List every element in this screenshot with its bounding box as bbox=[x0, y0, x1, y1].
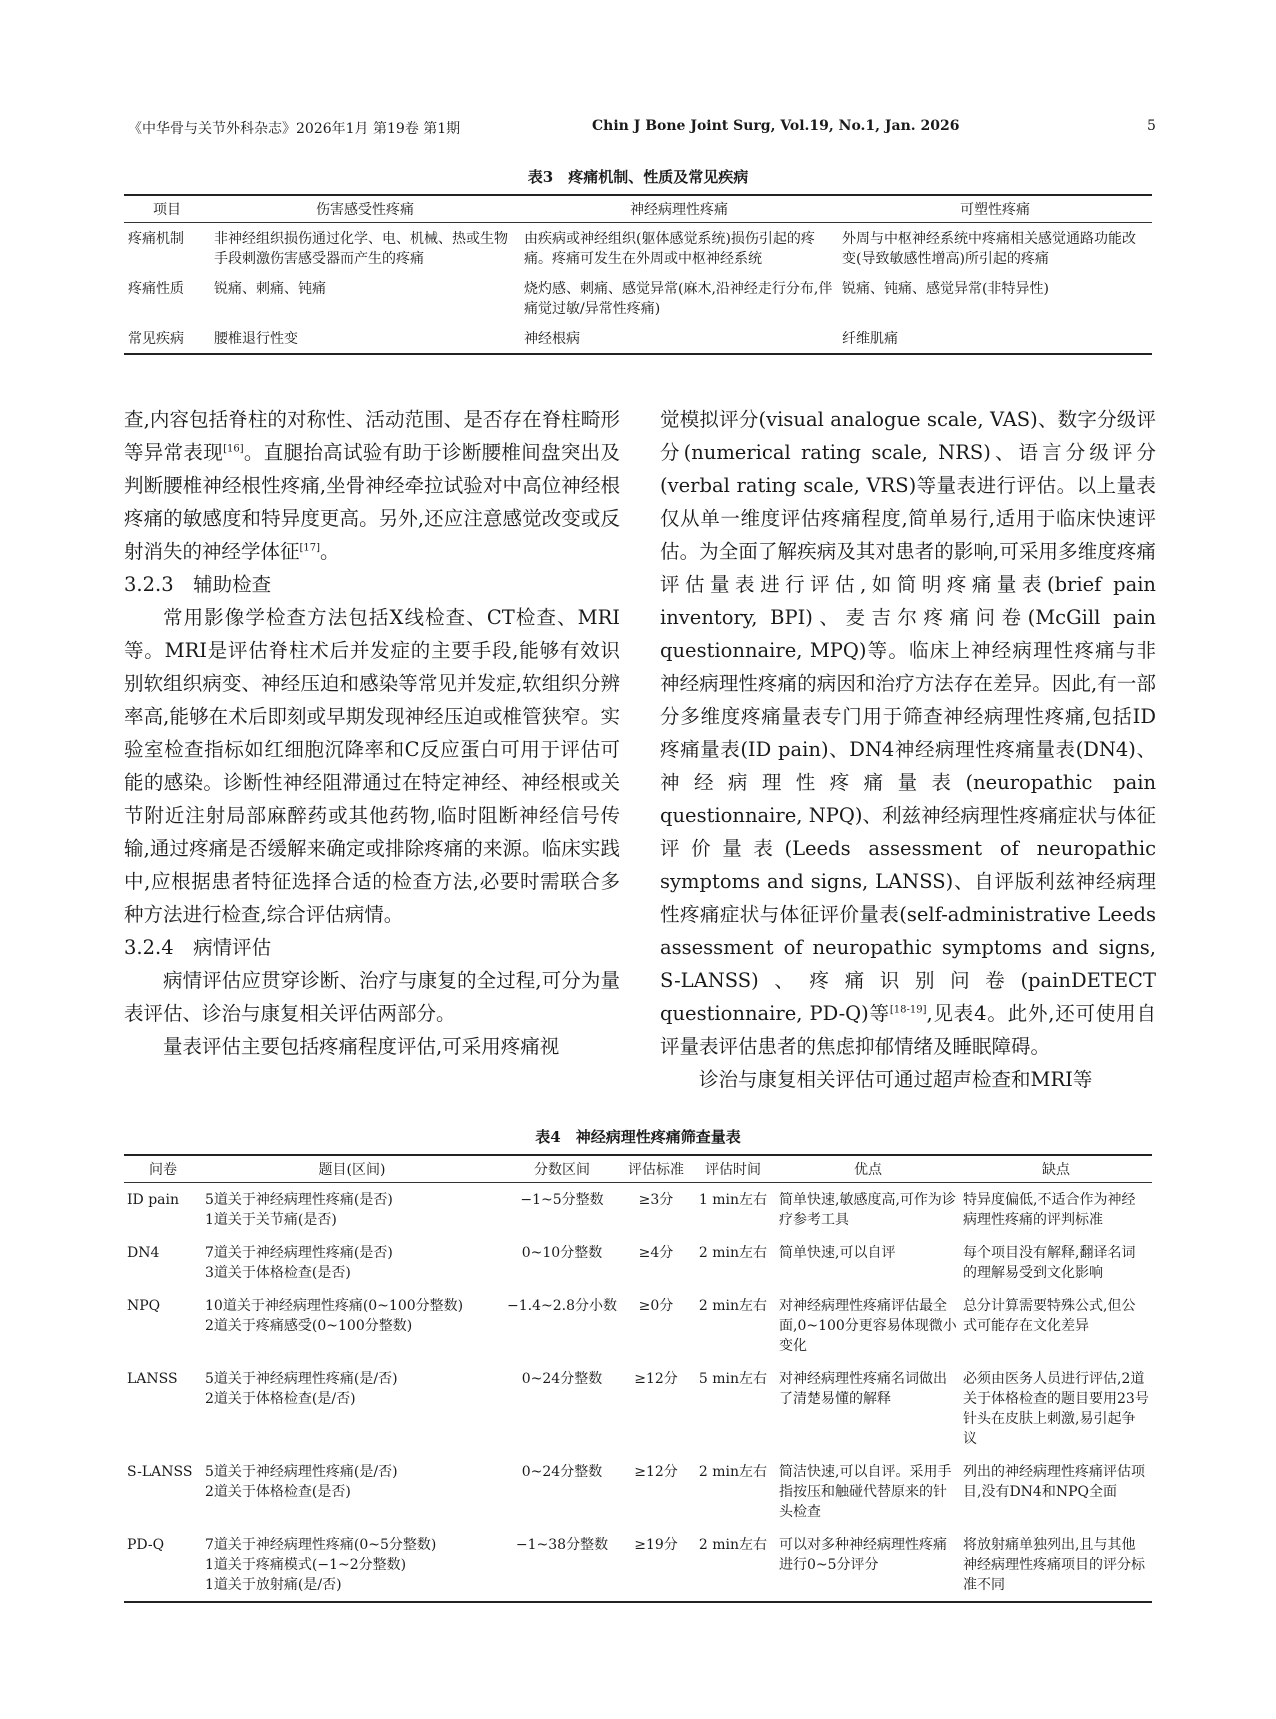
table4-cell: 0~24分整数 bbox=[521, 1464, 603, 1480]
table3-cell: 锐痛、刺痛、钝痛 bbox=[214, 281, 326, 297]
table4-cell: 0~24分整数 bbox=[521, 1371, 603, 1387]
table4-cell: 每个项目没有解释,翻译名词的理解易受到文化影响 bbox=[963, 1245, 1136, 1281]
table4-row bbox=[124, 1455, 1152, 1528]
table4-cell: 7道关于神经病理性疼痛(是否) 3道关于体格检查(是否) bbox=[205, 1245, 393, 1281]
table3-cell: 非神经组织损伤通过化学、电、机械、热或生物手段刺激伤害感受器而产生的疼痛 bbox=[214, 231, 508, 267]
table4-cell: 对神经病理性疼痛评估最全面,0~100分更容易体现微小变化 bbox=[779, 1298, 957, 1354]
table4-cell: 0~10分整数 bbox=[521, 1245, 603, 1261]
table4-cell: ≥12分 bbox=[634, 1464, 678, 1480]
table4-cell: ≥0分 bbox=[638, 1298, 674, 1314]
table4-cell: 5道关于神经病理性疼痛(是/否) 2道关于体格检查(是/否) bbox=[205, 1371, 398, 1407]
left-column bbox=[124, 403, 620, 1063]
table4-cell: 7道关于神经病理性疼痛(0~5分整数) 1道关于疼痛模式(−1~2分整数) 1道关于放射痛(是/否) bbox=[202, 1528, 502, 1602]
table4-cell: 10道关于神经病理性疼痛(0~100分整数) 2道关于疼痛感受(0~100分整数) bbox=[205, 1298, 464, 1334]
table4-row bbox=[124, 1289, 1152, 1362]
table4-cell: 2 min左右 bbox=[698, 1245, 768, 1261]
table4-row bbox=[124, 1236, 1152, 1289]
table3-cell: 疼痛机制 bbox=[128, 231, 184, 247]
table3-row bbox=[124, 223, 1152, 274]
table4-cell: 5道关于神经病理性疼痛(是/否) 2道关于体格检查(是否) bbox=[205, 1464, 398, 1500]
body-text: ,见表4。此外,还可使用自评量表评估患者的焦虑抑郁情绪及睡眠障碍。 bbox=[660, 1002, 1156, 1058]
table3-cell: 外周与中枢神经系统中疼痛相关感觉通路功能改变(导致敏感性增高)所引起的疼痛 bbox=[842, 231, 1136, 267]
table3-header-cell: 项目 bbox=[124, 195, 210, 223]
table3-cell: 常见疾病 bbox=[124, 323, 210, 354]
table3-cell: 腰椎退行性变 bbox=[210, 323, 520, 354]
section-heading: 3.2.4 病情评估 bbox=[124, 936, 272, 959]
table4-cell: 简洁快速,可以自评。采用手指按压和触碰代替原来的针头检查 bbox=[779, 1464, 952, 1520]
journal-header-en: Chin J Bone Joint Surg, Vol.19, No.1, Jan. 2026 bbox=[592, 118, 960, 134]
paragraph bbox=[124, 403, 620, 568]
table4-header-cell: 评估时间 bbox=[690, 1155, 776, 1183]
table3-header-cell: 可塑性疼痛 bbox=[838, 195, 1152, 223]
table4-header-cell: 分数区间 bbox=[502, 1155, 622, 1183]
table3-header-cell: 伤害感受性疼痛 bbox=[210, 195, 520, 223]
table4-cell: 5 min左右 bbox=[698, 1371, 768, 1387]
table4-header-cell: 问卷 bbox=[124, 1155, 202, 1183]
body-text: 。直腿抬高试验有助于诊断腰椎间盘突出及判断腰椎神经根性疼痛,坐骨神经牵拉试验对中高位神经根疼痛的敏感度和特异度更高。另外,还应注意感觉改变或反射消失的神经学体征 bbox=[124, 441, 620, 563]
table3-cell: 锐痛、钝痛、感觉异常(非特异性) bbox=[842, 281, 1049, 297]
table4 bbox=[124, 1154, 1152, 1603]
table4-cell: ≥4分 bbox=[638, 1245, 674, 1261]
paragraph: 诊治与康复相关评估可通过超声检查和MRI等 bbox=[699, 1068, 1093, 1091]
table4-cell: S-LANSS bbox=[127, 1464, 193, 1480]
body-text: 查,内容包括脊柱的对称性、活动范围、是否存在脊柱畸形等异常表现 bbox=[124, 408, 620, 464]
table4-cell: 可以对多种神经病理性疼痛进行0~5分评分 bbox=[776, 1528, 960, 1602]
table4-header-cell: 评估标准 bbox=[622, 1155, 690, 1183]
paragraph bbox=[660, 403, 1156, 1063]
table3-cell: 神经根病 bbox=[520, 323, 838, 354]
table4-cell: LANSS bbox=[127, 1371, 178, 1387]
table4-cell: 总分计算需要特殊公式,但公式可能存在文化差异 bbox=[963, 1298, 1136, 1334]
table4-cell: PD-Q bbox=[124, 1528, 202, 1602]
table4-cell: 5道关于神经病理性疼痛(是否) 1道关于关节痛(是否) bbox=[205, 1192, 393, 1228]
table4-cell: ID pain bbox=[127, 1192, 180, 1208]
section-heading: 3.2.3 辅助检查 bbox=[124, 573, 272, 596]
right-column bbox=[660, 403, 1156, 1096]
table4-cell: DN4 bbox=[127, 1245, 160, 1261]
table4-cell: 1 min左右 bbox=[698, 1192, 768, 1208]
table3-header-cell: 神经病理性疼痛 bbox=[520, 195, 838, 223]
table4-cell: 必须由医务人员进行评估,2道关于体格检查的题目要用23号针头在皮肤上刺激,易引起争议 bbox=[963, 1371, 1149, 1447]
table4-row bbox=[124, 1183, 1152, 1237]
table3-caption: 表3 疼痛机制、性质及常见疾病 bbox=[527, 168, 749, 186]
citation: [16] bbox=[223, 443, 244, 455]
table4-cell: 简单快速,可以自评 bbox=[779, 1245, 896, 1261]
table4-cell: ≥3分 bbox=[638, 1192, 674, 1208]
table4-cell: −1.4~2.8分小数 bbox=[507, 1298, 617, 1314]
table3-row bbox=[124, 273, 1152, 323]
citation: [17] bbox=[299, 542, 321, 554]
paragraph: 量表评估主要包括疼痛程度评估,可采用疼痛视 bbox=[163, 1035, 560, 1058]
table3-cell: 疼痛性质 bbox=[128, 281, 184, 297]
table4-header-cell: 题目(区间) bbox=[202, 1155, 502, 1183]
table3 bbox=[124, 194, 1152, 355]
table3-cell: 由疾病或神经组织(躯体感觉系统)损伤引起的疼痛。疼痛可发生在外周或中枢神经系统 bbox=[524, 231, 815, 267]
table4-cell: 列出的神经病理性疼痛评估项目,没有DN4和NPQ全面 bbox=[963, 1464, 1145, 1500]
table4-cell: 2 min左右 bbox=[698, 1298, 768, 1314]
table4-cell: ≥12分 bbox=[634, 1371, 678, 1387]
table3-row bbox=[124, 323, 1152, 354]
table3-cell: 烧灼感、刺痛、感觉异常(麻木,沿神经走行分布,伴痛觉过敏/异常性疼痛) bbox=[524, 281, 833, 317]
table4-cell: 特异度偏低,不适合作为神经病理性疼痛的评判标准 bbox=[963, 1192, 1136, 1228]
table4-header-cell: 缺点 bbox=[960, 1155, 1152, 1183]
table4-caption: 表4 神经病理性疼痛筛查量表 bbox=[535, 1128, 741, 1146]
table4-cell: 2 min左右 bbox=[690, 1528, 776, 1602]
table4-cell: 2 min左右 bbox=[698, 1464, 768, 1480]
table4-cell: ≥19分 bbox=[622, 1528, 690, 1602]
citation: [18-19] bbox=[889, 1004, 927, 1016]
table4-row bbox=[124, 1528, 1152, 1602]
table4-cell: 对神经病理性疼痛名词做出了清楚易懂的解释 bbox=[779, 1371, 947, 1407]
table4-cell: −1~38分整数 bbox=[502, 1528, 622, 1602]
table4-cell: NPQ bbox=[127, 1298, 161, 1314]
table3-cell: 纤维肌痛 bbox=[838, 323, 1152, 354]
table4-cell: −1~5分整数 bbox=[520, 1192, 604, 1208]
table4-cell: 简单快速,敏感度高,可作为诊疗参考工具 bbox=[779, 1192, 956, 1228]
paragraph: 常用影像学检查方法包括X线检查、CT检查、MRI等。MRI是评估脊柱术后并发症的主要手段,能够有效识别软组织病变、神经压迫和感染等常见并发症,软组织分辨率高,能够在术后即刻或早期发现神经压迫或椎管狭窄。实验室检查指标如红细胞沉降率和C反应蛋白可用于评估可能的感染。诊断性神经阻滞通过在特定神经、神经根或关节附近注射局部麻醉药或其他药物,临时阻断神经信号传输,通过疼痛是否缓解来确定或排除疼痛的来源。临床实践中,应根据患者特征选择合适的检查方法,必要时需联合多种方法进行检查,综合评估病情。 bbox=[124, 606, 620, 926]
body-text: 觉模拟评分(visual analogue scale, VAS)、数字分级评分(numerical rating scale, NRS)、语言分级评分(verbal rating scale, VRS)等量表进行评估。以上量表仅从单一维度评估疼痛程度,简单易行,适用于临床快速评估。为全面了解疾病及其对患者的影响,可采用多维度疼痛评估量表进行评估,如简明疼痛量表(brief pain inventory, BPI)、麦吉尔疼痛问卷(McGill pain questionnaire, MPQ)等。临床上神经病理性疼痛与非神经病理性疼痛的病因和治疗方法存在差异。因此,有一部分多维度疼痛量表专门用于筛查神经病理性疼痛,包括ID疼痛量表(ID pain)、DN4神经病理性疼痛量表(DN4)、神经病理性疼痛量表(neuropathic pain questionnaire, NPQ)、利兹神经病理性疼痛症状与体征评价量表(Leeds assessment of neuropathic symptoms and signs, LANSS)、自评版利兹神经病理性疼痛症状与体征评价量表(self-administrative Leeds assessment of neuropathic symptoms and signs, S-LANSS)、疼痛识别问卷(painDETECT questionnaire, PD-Q)等 bbox=[660, 408, 1156, 1025]
page-number: 5 bbox=[1147, 118, 1156, 134]
table4-cell: 将放射痛单独列出,且与其他神经病理性疼痛项目的评分标准不同 bbox=[960, 1528, 1152, 1602]
body-text: 。 bbox=[320, 540, 340, 563]
paragraph: 病情评估应贯穿诊断、治疗与康复的全过程,可分为量表评估、诊治与康复相关评估两部分。 bbox=[124, 969, 620, 1025]
table4-row bbox=[124, 1362, 1152, 1455]
table4-header-cell: 优点 bbox=[776, 1155, 960, 1183]
journal-header-cn: 《中华骨与关节外科杂志》2026年1月 第19卷 第1期 bbox=[128, 121, 461, 137]
